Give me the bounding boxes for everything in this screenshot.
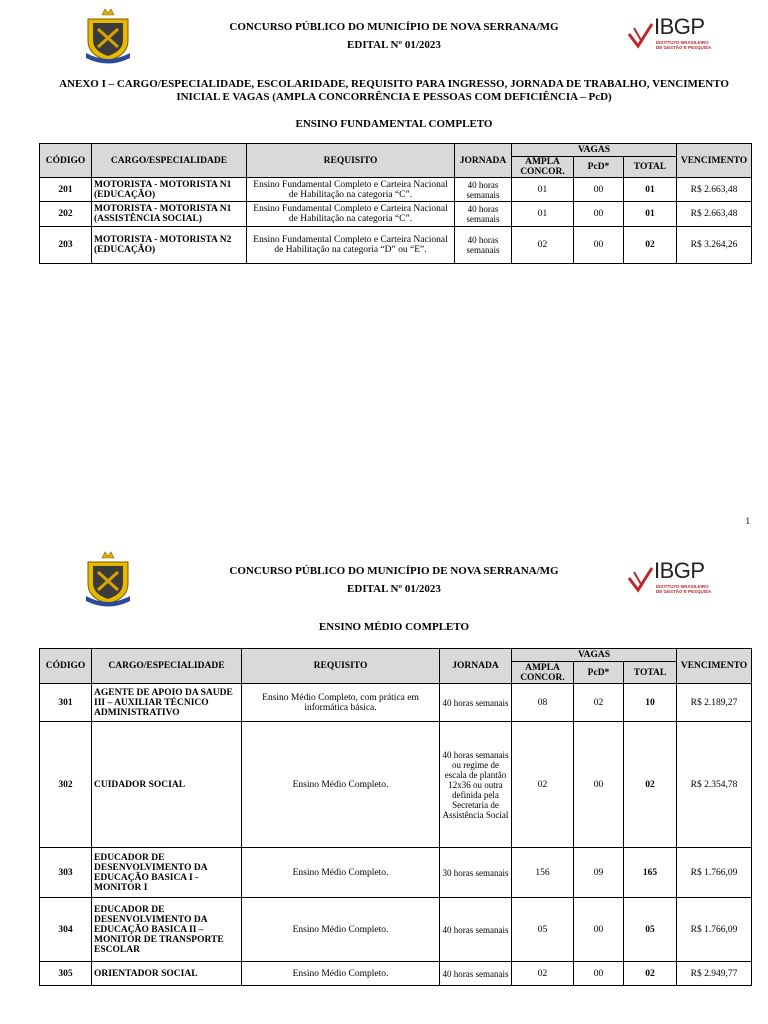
cell-jornada: 40 horas semanais ou regime de escala de plantão 12x36 ou outra definida pela Secretaria de Assistência Social <box>440 722 512 848</box>
cell-requisito: Ensino Médio Completo. <box>242 898 440 962</box>
cell-codigo: 305 <box>40 962 92 986</box>
municipal-crest-logo <box>80 5 136 67</box>
cell-total: 02 <box>624 227 677 264</box>
cell-cargo: MOTORISTA - MOTORISTA N1 (ASSISTÊNCIA SOCIAL) <box>92 202 247 227</box>
cell-cargo: CUIDADOR SOCIAL <box>92 722 242 848</box>
cell-requisito: Ensino Médio Completo, com prática em informática básica. <box>242 684 440 722</box>
cell-jornada: 40 horas semanais <box>455 227 512 264</box>
ibgp-logo-text: IBGP <box>654 558 705 583</box>
col-header-pcd: PcD* <box>574 157 624 178</box>
cell-pcd: 09 <box>574 848 624 898</box>
cell-ampla: 05 <box>512 898 574 962</box>
table-row <box>40 202 752 227</box>
cell-cargo: AGENTE DE APOIO DA SAUDE III – AUXILIAR TÉCNICO ADMINISTRATIVO <box>92 684 242 722</box>
table-row <box>40 962 752 986</box>
cell-jornada: 30 horas semanais <box>440 848 512 898</box>
cell-requisito: Ensino Médio Completo. <box>242 848 440 898</box>
header-title: CONCURSO PÚBLICO DO MUNICÍPIO DE NOVA SERRANA/MG <box>229 565 559 577</box>
cell-ampla: 02 <box>512 227 574 264</box>
cell-total: 05 <box>624 898 677 962</box>
cell-jornada: 40 horas semanais <box>440 962 512 986</box>
cell-pcd: 00 <box>574 178 624 202</box>
col-header-pcd: PcD* <box>574 662 624 684</box>
cell-requisito: Ensino Fundamental Completo e Carteira Nacional de Habilitação na categoria “C”. <box>247 202 455 227</box>
col-header-jornada: JORNADA <box>455 144 512 178</box>
cell-pcd: 02 <box>574 684 624 722</box>
ibgp-logo <box>626 14 716 60</box>
col-header-ampla: AMPLA CONCOR. <box>512 662 574 684</box>
cell-jornada: 40 horas semanais <box>455 202 512 227</box>
cell-codigo: 302 <box>40 722 92 848</box>
table-row <box>40 722 752 848</box>
col-header-jornada: JORNADA <box>440 649 512 684</box>
cell-cargo: MOTORISTA - MOTORISTA N1 (EDUCAÇÃO) <box>92 178 247 202</box>
cell-pcd: 00 <box>574 722 624 848</box>
document-header <box>150 18 638 54</box>
cell-codigo: 202 <box>40 202 92 227</box>
cell-cargo: MOTORISTA - MOTORISTA N2 (EDUCAÇÃO) <box>92 227 247 264</box>
col-header-vencimento: VENCIMENTO <box>677 144 752 178</box>
cell-total: 01 <box>624 202 677 227</box>
col-header-codigo: CÓDIGO <box>40 144 92 178</box>
cell-ampla: 156 <box>512 848 574 898</box>
cell-codigo: 303 <box>40 848 92 898</box>
cell-requisito: Ensino Fundamental Completo e Carteira Nacional de Habilitação na categoria “C”. <box>247 178 455 202</box>
section-title-medio: ENSINO MÉDIO COMPLETO <box>318 621 470 633</box>
cell-jornada: 40 horas semanais <box>455 178 512 202</box>
page-number: 1 <box>745 516 750 526</box>
col-header-requisito: REQUISITO <box>247 144 455 178</box>
header-edital: EDITAL Nº 01/2023 <box>347 583 441 595</box>
cell-requisito: Ensino Fundamental Completo e Carteira Nacional de Habilitação na categoria “D” ou “E”. <box>247 227 455 264</box>
table-row <box>40 684 752 722</box>
cell-cargo: EDUCADOR DE DESENVOLVIMENTO DA EDUCAÇÃO BASICA I - MONITOR I <box>92 848 242 898</box>
cell-vencimento: R$ 2.949,77 <box>677 962 752 986</box>
cell-requisito: Ensino Médio Completo. <box>242 962 440 986</box>
col-header-vencimento: VENCIMENTO <box>677 649 752 684</box>
table-row <box>40 848 752 898</box>
cell-pcd: 00 <box>574 202 624 227</box>
ibgp-logo-subtitle: INSTITUTO BRASILEIRO DE GESTÃO E PESQUISA <box>656 40 712 50</box>
col-header-cargo: CARGO/ESPECIALIDADE <box>92 144 247 178</box>
cell-pcd: 00 <box>574 898 624 962</box>
cell-codigo: 201 <box>40 178 92 202</box>
cell-vencimento: R$ 1.766,09 <box>677 898 752 962</box>
cell-ampla: 01 <box>512 202 574 227</box>
section-title-fundamental: ENSINO FUNDAMENTAL COMPLETO <box>295 118 493 130</box>
cell-total: 165 <box>624 848 677 898</box>
cell-ampla: 02 <box>512 962 574 986</box>
cell-vencimento: R$ 2.354,78 <box>677 722 752 848</box>
cell-vencimento: R$ 2.663,48 <box>677 178 752 202</box>
annex-title: ANEXO I – CARGO/ESPECIALIDADE, ESCOLARIDADE, REQUISITO PARA INGRESSO, JORNADA DE TRABALHO, VENCIMENTO INICIAL E VAGAS (AMPLA CONCORRÊNCIA E PESSOAS COM DEFICIÊNCIA – PcD) <box>59 78 729 103</box>
cell-jornada: 40 horas semanais <box>440 684 512 722</box>
municipal-crest-logo <box>80 548 136 610</box>
ibgp-logo-subtitle: INSTITUTO BRASILEIRO DE GESTÃO E PESQUISA <box>656 584 712 594</box>
cell-codigo: 304 <box>40 898 92 962</box>
cell-ampla: 08 <box>512 684 574 722</box>
col-header-vagas: VAGAS <box>512 144 677 157</box>
col-header-codigo: CÓDIGO <box>40 649 92 684</box>
cell-total: 01 <box>624 178 677 202</box>
cell-ampla: 01 <box>512 178 574 202</box>
cell-vencimento: R$ 2.663,48 <box>677 202 752 227</box>
col-header-requisito: REQUISITO <box>242 649 440 684</box>
cell-requisito: Ensino Médio Completo. <box>242 722 440 848</box>
cell-vencimento: R$ 3.264,26 <box>677 227 752 264</box>
col-header-cargo: CARGO/ESPECIALIDADE <box>92 649 242 684</box>
col-header-ampla: AMPLA CONCOR. <box>512 157 574 178</box>
cell-jornada: 40 horas semanais <box>440 898 512 962</box>
cell-cargo: EDUCADOR DE DESENVOLVIMENTO DA EDUCAÇÃO BASICA II – MONITOR DE TRANSPORTE ESCOLAR <box>92 898 242 962</box>
cell-vencimento: R$ 2.189,27 <box>677 684 752 722</box>
table-row <box>40 178 752 202</box>
header-edital: EDITAL Nº 01/2023 <box>347 39 441 51</box>
cell-pcd: 00 <box>574 227 624 264</box>
col-header-vagas: VAGAS <box>512 649 677 662</box>
col-header-total: TOTAL <box>624 662 677 684</box>
col-header-total: TOTAL <box>624 157 677 178</box>
cell-total: 10 <box>624 684 677 722</box>
cell-codigo: 301 <box>40 684 92 722</box>
ibgp-logo <box>626 558 716 604</box>
cell-total: 02 <box>624 722 677 848</box>
vagas-table-medio <box>39 648 752 986</box>
cell-vencimento: R$ 1.766,09 <box>677 848 752 898</box>
cell-cargo: ORIENTADOR SOCIAL <box>92 962 242 986</box>
document-header <box>150 562 638 598</box>
document-page-2 <box>0 540 768 1024</box>
table-row <box>40 898 752 962</box>
cell-codigo: 203 <box>40 227 92 264</box>
header-title: CONCURSO PÚBLICO DO MUNICÍPIO DE NOVA SERRANA/MG <box>229 21 559 33</box>
cell-pcd: 00 <box>574 962 624 986</box>
ibgp-logo-text: IBGP <box>654 14 705 39</box>
table-row <box>40 227 752 264</box>
vagas-table-fundamental <box>39 143 752 264</box>
cell-ampla: 02 <box>512 722 574 848</box>
cell-total: 02 <box>624 962 677 986</box>
